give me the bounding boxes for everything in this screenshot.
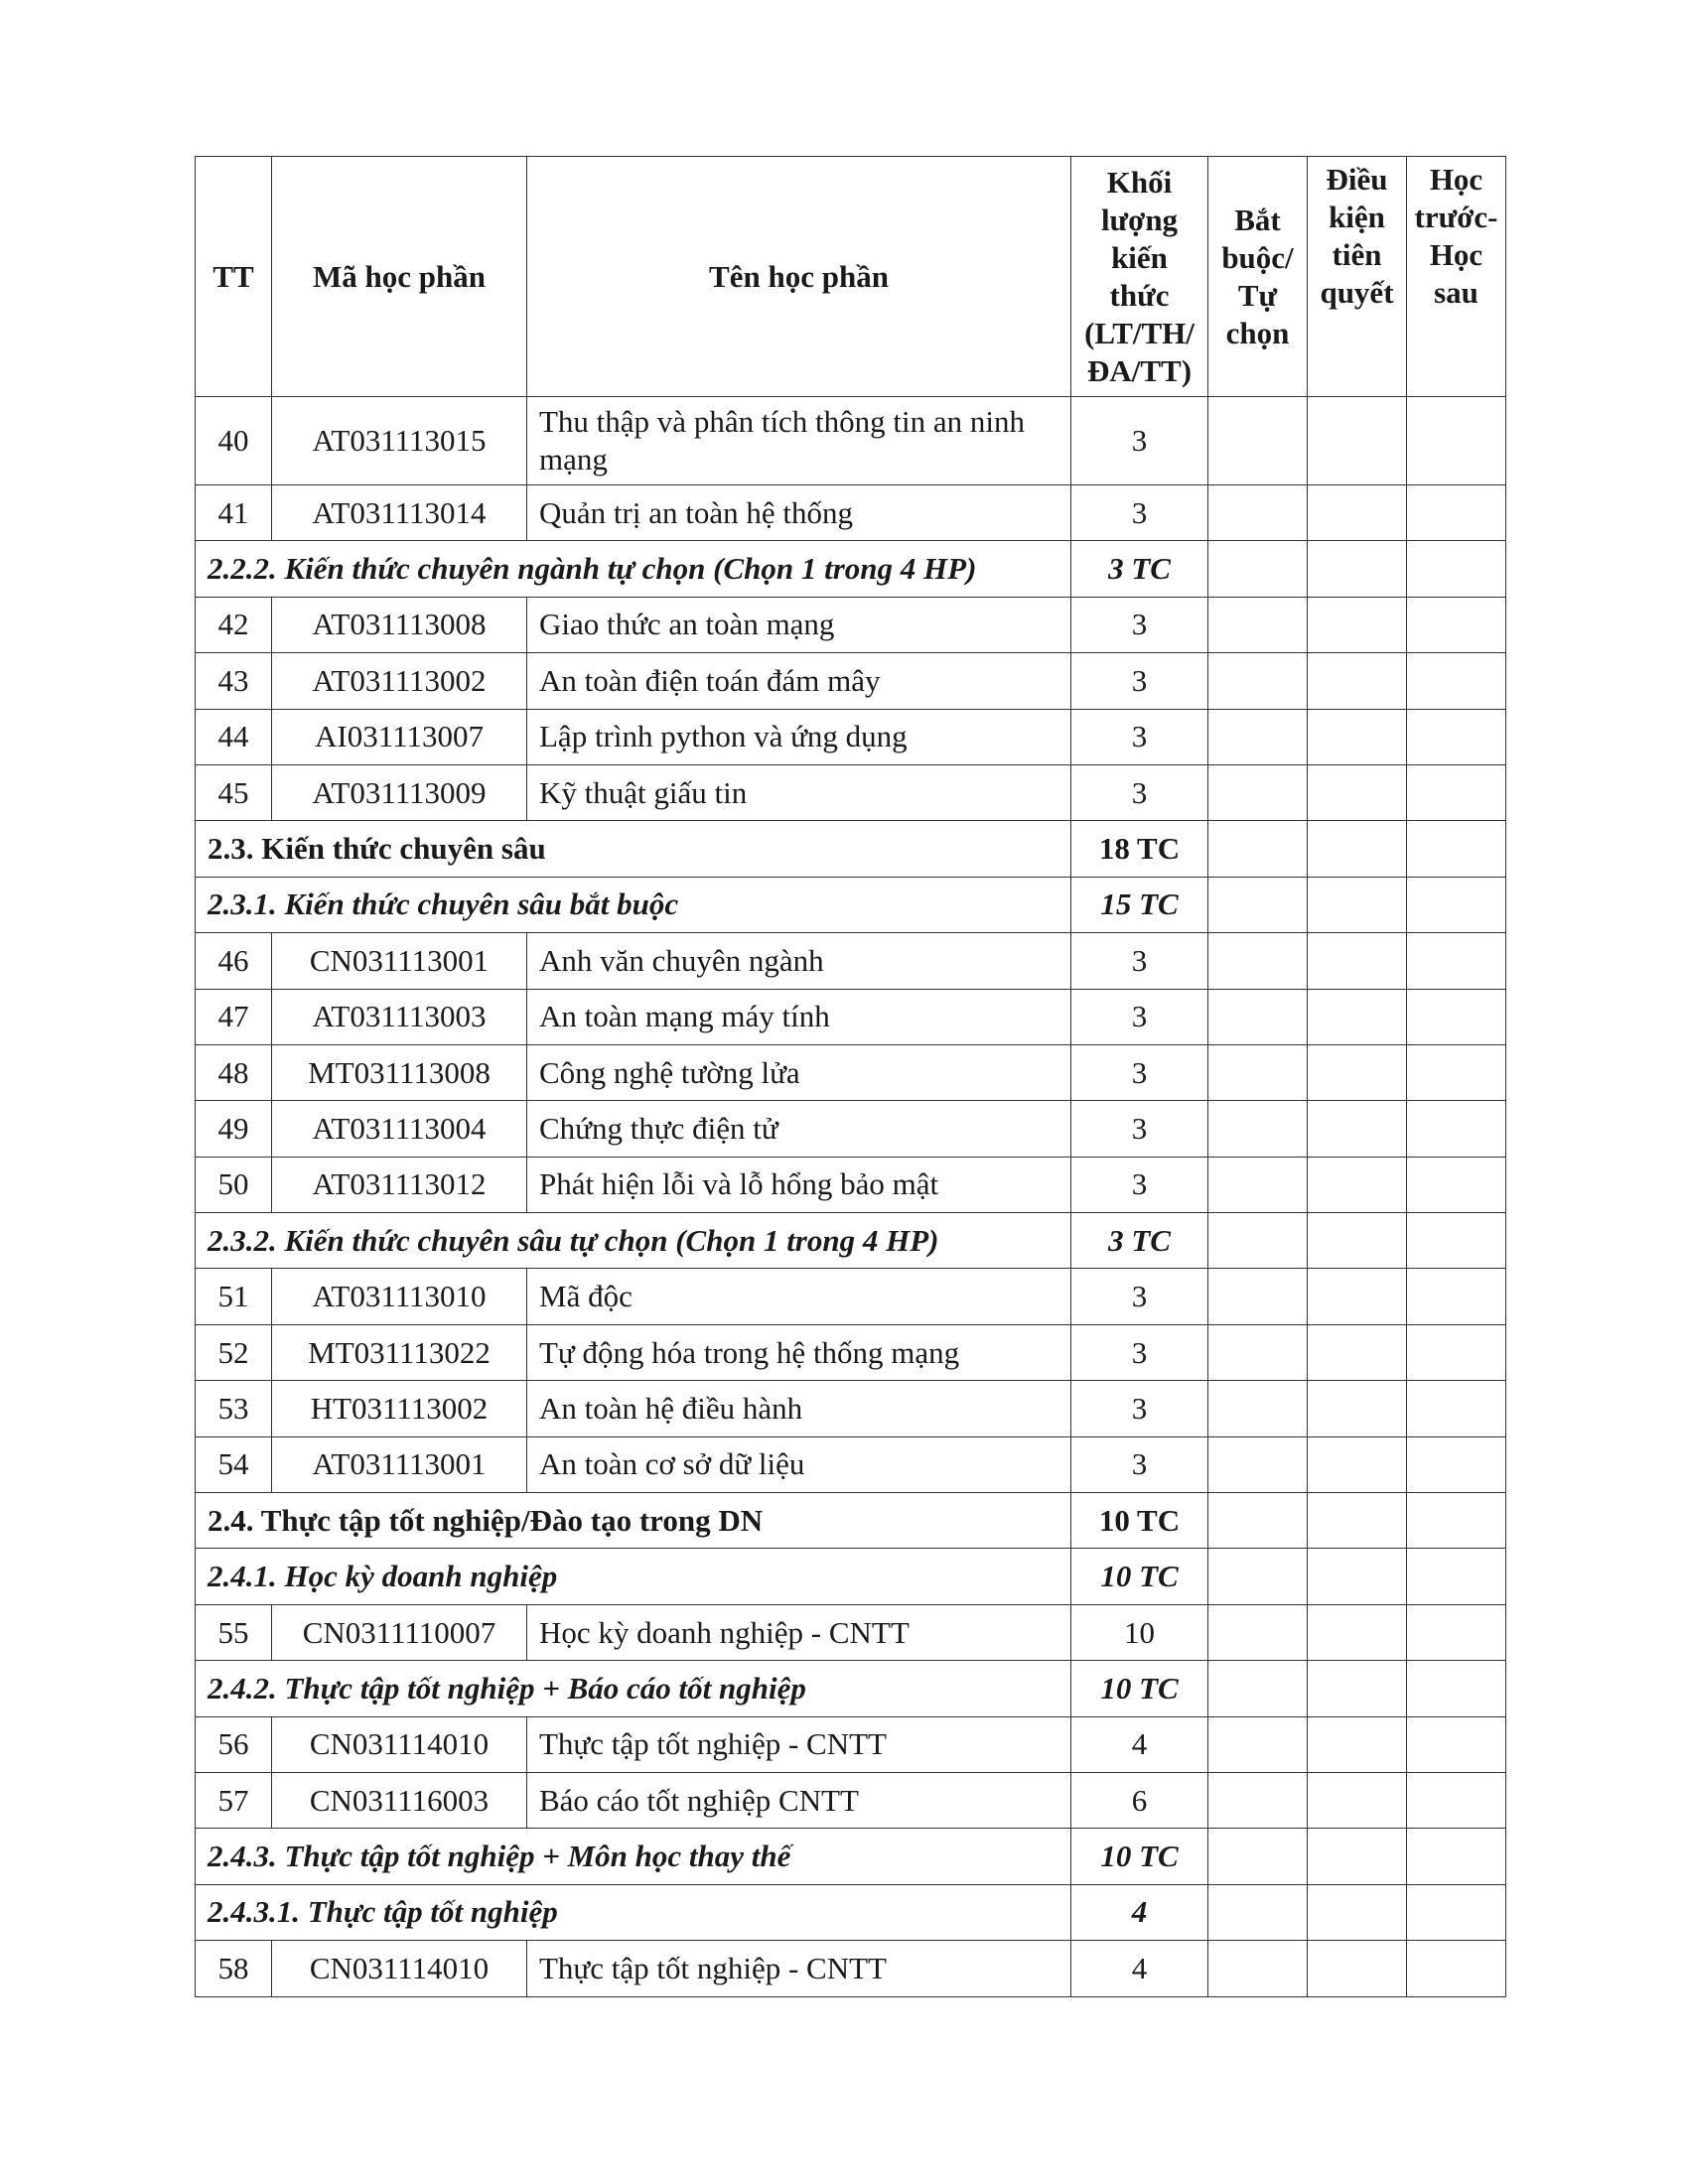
course-code: CN031114010 (272, 1716, 527, 1772)
course-prereq-cell (1308, 709, 1407, 764)
course-name: Kỹ thuật giấu tin (527, 764, 1071, 820)
course-prereq-cell (1308, 1101, 1407, 1157)
section-required-cell (1208, 1549, 1308, 1604)
subsection-credits: 3 TC (1071, 541, 1208, 597)
course-code: CN031114010 (272, 1941, 527, 1996)
course-tt: 46 (196, 933, 272, 989)
course-credits: 3 (1071, 1436, 1208, 1492)
course-code: AT031113012 (272, 1157, 527, 1212)
section-required-cell (1208, 1829, 1308, 1884)
course-code: AT031113008 (272, 597, 527, 652)
section-required-cell (1208, 821, 1308, 877)
subsection-title: 2.2.2. Kiến thức chuyên ngành tự chọn (Chọn 1 trong 4 HP) (196, 541, 1071, 597)
course-tt: 56 (196, 1716, 272, 1772)
course-required-cell (1208, 1716, 1308, 1772)
course-required-cell (1208, 989, 1308, 1044)
course-row (196, 1716, 1506, 1772)
course-credits: 3 (1071, 653, 1208, 709)
course-tt: 47 (196, 989, 272, 1044)
course-required-cell (1208, 1157, 1308, 1212)
course-name: Công nghệ tường lửa (527, 1044, 1071, 1100)
course-prereq-cell (1308, 933, 1407, 989)
course-order-cell (1407, 1157, 1506, 1212)
course-order-cell (1407, 764, 1506, 820)
course-name: Mã độc (527, 1269, 1071, 1324)
course-required-cell (1208, 1436, 1308, 1492)
course-row (196, 1941, 1506, 1996)
course-credits: 3 (1071, 1101, 1208, 1157)
header-tt: TT (196, 157, 272, 397)
course-required-cell (1208, 1044, 1308, 1100)
section-row (196, 821, 1506, 877)
course-prereq-cell (1308, 1604, 1407, 1660)
section-order-cell (1407, 1829, 1506, 1884)
course-credits: 10 (1071, 1604, 1208, 1660)
course-order-cell (1407, 653, 1506, 709)
course-prereq-cell (1308, 397, 1407, 485)
course-row (196, 1157, 1506, 1212)
section-required-cell (1208, 877, 1308, 932)
course-required-cell (1208, 764, 1308, 820)
course-code: MT031113008 (272, 1044, 527, 1100)
course-prereq-cell (1308, 1324, 1407, 1380)
course-name: Học kỳ doanh nghiệp - CNTT (527, 1604, 1071, 1660)
section-order-cell (1407, 1493, 1506, 1549)
course-credits: 6 (1071, 1772, 1208, 1828)
section-prereq-cell (1308, 541, 1407, 597)
subsection-title: 2.3.1. Kiến thức chuyên sâu bắt buộc (196, 877, 1071, 932)
subsection-row (196, 1884, 1506, 1940)
section-required-cell (1208, 1661, 1308, 1716)
subsection-row (196, 1829, 1506, 1884)
section-row (196, 1493, 1506, 1549)
subsection-credits: 10 TC (1071, 1549, 1208, 1604)
section-prereq-cell (1308, 1213, 1407, 1269)
course-code: AT031113015 (272, 397, 527, 485)
course-tt: 48 (196, 1044, 272, 1100)
course-code: AT031113002 (272, 653, 527, 709)
course-row (196, 485, 1506, 541)
course-code: AT031113003 (272, 989, 527, 1044)
subsection-credits: 3 TC (1071, 1213, 1208, 1269)
course-code: AT031113004 (272, 1101, 527, 1157)
course-code: CN031116003 (272, 1772, 527, 1828)
course-credits: 3 (1071, 485, 1208, 541)
section-required-cell (1208, 1213, 1308, 1269)
course-code: AT031113014 (272, 485, 527, 541)
course-name: An toàn cơ sở dữ liệu (527, 1436, 1071, 1492)
course-order-cell (1407, 1269, 1506, 1324)
course-tt: 54 (196, 1436, 272, 1492)
section-required-cell (1208, 541, 1308, 597)
course-order-cell (1407, 1772, 1506, 1828)
section-order-cell (1407, 1549, 1506, 1604)
course-prereq-cell (1308, 1044, 1407, 1100)
course-row (196, 1324, 1506, 1380)
course-prereq-cell (1308, 1941, 1407, 1996)
course-prereq-cell (1308, 989, 1407, 1044)
section-order-cell (1407, 1884, 1506, 1940)
course-credits: 3 (1071, 1381, 1208, 1436)
course-credits: 3 (1071, 933, 1208, 989)
course-required-cell (1208, 1324, 1308, 1380)
curriculum-table (195, 156, 1506, 1997)
subsection-credits: 4 (1071, 1884, 1208, 1940)
course-row (196, 709, 1506, 764)
course-credits: 3 (1071, 1157, 1208, 1212)
course-name: Anh văn chuyên ngành (527, 933, 1071, 989)
course-code: AT031113010 (272, 1269, 527, 1324)
course-tt: 51 (196, 1269, 272, 1324)
course-credits: 3 (1071, 1324, 1208, 1380)
course-tt: 53 (196, 1381, 272, 1436)
course-name: An toàn mạng máy tính (527, 989, 1071, 1044)
subsection-title: 2.4.3. Thực tập tốt nghiệp + Môn học thay thế (196, 1829, 1071, 1884)
section-order-cell (1407, 821, 1506, 877)
course-name: Thực tập tốt nghiệp - CNTT (527, 1716, 1071, 1772)
course-order-cell (1407, 1044, 1506, 1100)
course-required-cell (1208, 1101, 1308, 1157)
course-tt: 41 (196, 485, 272, 541)
subsection-credits: 10 TC (1071, 1829, 1208, 1884)
subsection-row (196, 541, 1506, 597)
course-required-cell (1208, 1269, 1308, 1324)
course-order-cell (1407, 1941, 1506, 1996)
course-name: An toàn hệ điều hành (527, 1381, 1071, 1436)
course-prereq-cell (1308, 485, 1407, 541)
course-name: Chứng thực điện tử (527, 1101, 1071, 1157)
course-order-cell (1407, 709, 1506, 764)
section-prereq-cell (1308, 877, 1407, 932)
course-prereq-cell (1308, 1381, 1407, 1436)
course-order-cell (1407, 1604, 1506, 1660)
section-prereq-cell (1308, 1884, 1407, 1940)
course-name: Thực tập tốt nghiệp - CNTT (527, 1941, 1071, 1996)
subsection-title: 2.3.2. Kiến thức chuyên sâu tự chọn (Chọn 1 trong 4 HP) (196, 1213, 1071, 1269)
section-credits: 10 TC (1071, 1493, 1208, 1549)
course-tt: 49 (196, 1101, 272, 1157)
course-order-cell (1407, 1436, 1506, 1492)
course-credits: 3 (1071, 397, 1208, 485)
course-credits: 3 (1071, 764, 1208, 820)
subsection-title: 2.4.2. Thực tập tốt nghiệp + Báo cáo tốt nghiệp (196, 1661, 1071, 1716)
course-code: AT031113009 (272, 764, 527, 820)
course-name: Thu thập và phân tích thông tin an ninh mạng (527, 397, 1071, 485)
course-tt: 55 (196, 1604, 272, 1660)
section-prereq-cell (1308, 1549, 1407, 1604)
course-credits: 4 (1071, 1941, 1208, 1996)
course-credits: 3 (1071, 1044, 1208, 1100)
course-required-cell (1208, 1772, 1308, 1828)
subsection-title: 2.4.3.1. Thực tập tốt nghiệp (196, 1884, 1071, 1940)
course-row (196, 1436, 1506, 1492)
course-order-cell (1407, 1324, 1506, 1380)
course-prereq-cell (1308, 764, 1407, 820)
course-tt: 43 (196, 653, 272, 709)
section-prereq-cell (1308, 1493, 1407, 1549)
course-row (196, 597, 1506, 652)
section-order-cell (1407, 541, 1506, 597)
course-tt: 50 (196, 1157, 272, 1212)
section-order-cell (1407, 1661, 1506, 1716)
course-required-cell (1208, 1604, 1308, 1660)
course-order-cell (1407, 1381, 1506, 1436)
course-tt: 58 (196, 1941, 272, 1996)
course-code: HT031113002 (272, 1381, 527, 1436)
course-code: AI031113007 (272, 709, 527, 764)
course-required-cell (1208, 1941, 1308, 1996)
course-order-cell (1407, 485, 1506, 541)
section-order-cell (1407, 1213, 1506, 1269)
course-name: Báo cáo tốt nghiệp CNTT (527, 1772, 1071, 1828)
course-order-cell (1407, 1101, 1506, 1157)
course-required-cell (1208, 653, 1308, 709)
course-tt: 44 (196, 709, 272, 764)
course-name: Giao thức an toàn mạng (527, 597, 1071, 652)
subsection-credits: 15 TC (1071, 877, 1208, 932)
course-required-cell (1208, 485, 1308, 541)
course-tt: 40 (196, 397, 272, 485)
section-title: 2.4. Thực tập tốt nghiệp/Đào tạo trong DN (196, 1493, 1071, 1549)
course-prereq-cell (1308, 653, 1407, 709)
course-code: MT031113022 (272, 1324, 527, 1380)
course-row (196, 1604, 1506, 1660)
course-tt: 42 (196, 597, 272, 652)
course-row (196, 989, 1506, 1044)
header-name: Tên học phần (527, 157, 1071, 397)
course-name: Phát hiện lỗi và lỗ hổng bảo mật (527, 1157, 1071, 1212)
course-row (196, 1269, 1506, 1324)
course-required-cell (1208, 597, 1308, 652)
header-code: Mã học phần (272, 157, 527, 397)
course-row (196, 1044, 1506, 1100)
course-credits: 3 (1071, 709, 1208, 764)
course-order-cell (1407, 597, 1506, 652)
section-prereq-cell (1308, 1829, 1407, 1884)
course-order-cell (1407, 989, 1506, 1044)
course-tt: 45 (196, 764, 272, 820)
course-code: CN0311110007 (272, 1604, 527, 1660)
course-row (196, 397, 1506, 485)
course-name: An toàn điện toán đám mây (527, 653, 1071, 709)
section-required-cell (1208, 1493, 1308, 1549)
course-required-cell (1208, 397, 1308, 485)
course-name: Quản trị an toàn hệ thống (527, 485, 1071, 541)
course-prereq-cell (1308, 1269, 1407, 1324)
course-row (196, 653, 1506, 709)
header-prerequisite: Điều kiện tiên quyết (1308, 157, 1407, 397)
course-credits: 3 (1071, 1269, 1208, 1324)
section-order-cell (1407, 877, 1506, 932)
course-row (196, 764, 1506, 820)
section-prereq-cell (1308, 821, 1407, 877)
header-credits: Khối lượng kiến thức (LT/TH/ ĐA/TT) (1071, 157, 1208, 397)
section-credits: 18 TC (1071, 821, 1208, 877)
subsection-row (196, 1213, 1506, 1269)
subsection-credits: 10 TC (1071, 1661, 1208, 1716)
header-row (196, 157, 1506, 397)
course-required-cell (1208, 933, 1308, 989)
course-prereq-cell (1308, 1436, 1407, 1492)
course-order-cell (1407, 933, 1506, 989)
course-order-cell (1407, 1716, 1506, 1772)
subsection-row (196, 1661, 1506, 1716)
course-credits: 4 (1071, 1716, 1208, 1772)
course-required-cell (1208, 709, 1308, 764)
course-prereq-cell (1308, 597, 1407, 652)
course-credits: 3 (1071, 597, 1208, 652)
course-order-cell (1407, 397, 1506, 485)
course-tt: 52 (196, 1324, 272, 1380)
subsection-title: 2.4.1. Học kỳ doanh nghiệp (196, 1549, 1071, 1604)
course-row (196, 1772, 1506, 1828)
section-title: 2.3. Kiến thức chuyên sâu (196, 821, 1071, 877)
course-name: Tự động hóa trong hệ thống mạng (527, 1324, 1071, 1380)
course-code: CN031113001 (272, 933, 527, 989)
course-credits: 3 (1071, 989, 1208, 1044)
section-prereq-cell (1308, 1661, 1407, 1716)
subsection-row (196, 1549, 1506, 1604)
course-row (196, 1101, 1506, 1157)
course-code: AT031113001 (272, 1436, 527, 1492)
course-required-cell (1208, 1381, 1308, 1436)
course-name: Lập trình python và ứng dụng (527, 709, 1071, 764)
course-prereq-cell (1308, 1772, 1407, 1828)
header-before-after: Học trước- Học sau (1407, 157, 1506, 397)
course-prereq-cell (1308, 1716, 1407, 1772)
subsection-row (196, 877, 1506, 932)
course-row (196, 1381, 1506, 1436)
course-tt: 57 (196, 1772, 272, 1828)
section-required-cell (1208, 1884, 1308, 1940)
header-required-elective: Bắt buộc/ Tự chọn (1208, 157, 1308, 397)
course-row (196, 933, 1506, 989)
course-prereq-cell (1308, 1157, 1407, 1212)
